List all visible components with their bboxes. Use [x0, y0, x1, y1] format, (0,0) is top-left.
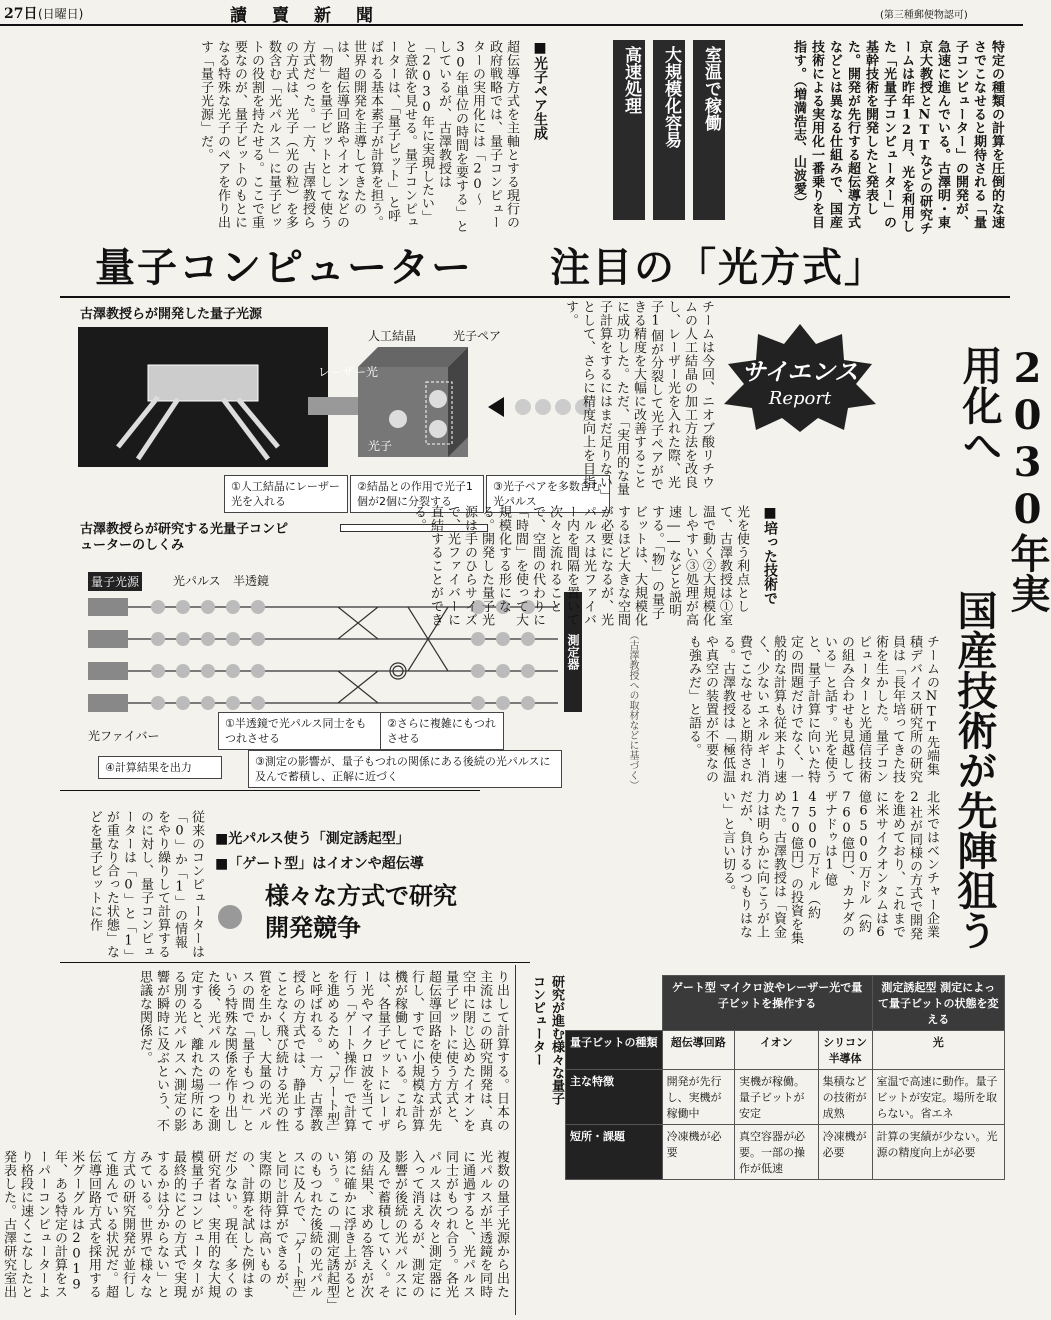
table-kind-light: 光 — [872, 1031, 1005, 1070]
pair-label: 光子ペア — [453, 329, 502, 343]
figure-quantum-light-source — [78, 303, 618, 513]
crystal-diagram — [318, 327, 608, 467]
bullet-3: 高速処理 — [621, 46, 641, 114]
column-divider — [515, 965, 516, 1315]
figure1-step-1: ①人工結晶にレーザー光を入れる — [224, 475, 348, 513]
section2-col2b — [790, 445, 940, 630]
table-issue-ion: 真空容器が必要。一部の操作が低速 — [734, 1125, 818, 1180]
section2-col1: チームは今回、ニオブ酸リチウムの人工結晶の加工方法を改良し、レーザー光を入れた際、光子1個が分裂して光子ペアができる精度を大幅に改善することに成功した。ただ、「実用的な量子計算をするにはまだ足りない」として、さらに精度向上を目指す。 — [563, 300, 714, 496]
table-group-measure: 測定誘起型 測定によって量子ビットの状態を変える — [872, 976, 1005, 1031]
table-blank-head — [566, 976, 663, 1031]
fiber-label: 光ファイバー — [88, 729, 160, 743]
bullet-box-1 — [693, 40, 725, 220]
section4-body: り出して計算する。日本の主流はこの研究開発は、真空中に閉じ込めたイオンを量子ビットに使う方式と、超伝導回路を使う方式が先行し、すでに小規模な計算機が稼働している。これらは、各量子ビットにレーザー光やマイクロ波を当てて行う「ゲート操作」で計算を進めるため、「ゲート型」と呼ばれる。一方、古澤教授らの方式では、静止することなく飛び続ける光の性質を生かし、大量の光パルスの間で「量子もつれ」という特殊な関係を作り出した後、光パルスの一つを測定すると、離れた場所にある別の光パルスへ測定の影響が瞬時に及ぶという、不思議な関係だ。 — [137, 970, 509, 1139]
pulse-label: 光パルス — [173, 574, 221, 588]
source-label: 量子光源 — [88, 572, 142, 591]
section1-heading: ■光子ペア生成 — [532, 40, 548, 140]
side-headline-2: 国産技術が先陣狙う — [951, 590, 998, 950]
bullet-box-3 — [613, 40, 645, 220]
crystal-label: 人工結晶 — [368, 329, 417, 343]
figure2-title: 古澤教授らが研究する光量子コンピューターのしくみ — [80, 522, 289, 553]
table-group-gate: ゲート型 マイクロ波やレーザー光で量子ビットを操作する — [662, 976, 872, 1031]
lower-rule — [60, 962, 530, 963]
lead-text: 特定の種類の計算を圧倒的な速さでこなせると期待される「量子コンピューター」の開発が、急速に進んでいる。古澤明・東京大教授とNTTなどの研究チームは昨年12月、光を利用した「光量子コンピューター」の基幹技術を開発したと発表した。開発が先行する超伝導方式などとは異なる仕組みで、国産技術による実用化一番乗りを目指す。（増満浩志、山波愛） — [791, 40, 1004, 235]
bullet-1: 室温で稼働 — [701, 46, 721, 131]
figure2-step-2: ②さらに複雑にもつれさせる — [380, 712, 504, 750]
page-header — [0, 0, 1023, 26]
laser-label: レーザー光 — [318, 365, 379, 379]
section1-body: 超伝導方式を主軸とする現行の政府戦略では、量子コンピューターの実用化には「20～30年単位の時間を要する」としているが、古澤教授は「2030年に実現したい」と意欲を見せる。量子コンピューターは、「量子ビット」と呼ばれる基本素子が計算を担う。世界の開発を主導してきたのは、超伝導回路やイオンなどの「物」を量子ビットとして使う方式だった。一方、古澤教授らの方式は、光子（光の粒）を多数含む「光パルス」に量子ビットの役割を持たせる。ここで重要なのが、量子ビットのもとになる特殊な光子のペアを作り出す「量子光源」だ。 — [198, 40, 519, 233]
section2-heading: ■培った技術で — [762, 505, 778, 605]
side-headline-1: 2030年実用化へ — [956, 345, 1051, 613]
headline-attention: 注目の「光方式」 — [550, 245, 886, 291]
table-rowhead-feature: 主な特徴 — [566, 1070, 663, 1125]
figure1-step-3: ③光子ペアを多数含む光パルス — [486, 475, 610, 513]
mirror-label: 半透鏡 — [233, 574, 270, 588]
table-issue-sc: 冷凍機が必要 — [662, 1125, 734, 1180]
section5-body: 複数の量子光源から出た光パルスが半透鏡を同時に通過すると、光パルス同士がもつれ合う。各光パルスは次々と測定器に入って消えるが、測定の影響が後続の光パルスに及んで蓄積していく。その結果、求める答えが次第に確かに浮き上がるという。この「測定誘起型」のもつれた後続の光パルスに及んで、「ゲート型」と同じ計算ができるが、実際の期待は高いものの、計算を試した例はまだ少ない。現在、多くの研究者は、実用的な大規模量子コンピューターが最終的にどの方式で実現するかは分からない」とみている。世界で様々な方式の研究開発が並行して進んでいる状況だ。超伝導回路方式を採用する米グーグルは2019年、ある特定の計算をスーパーコンピューターより格段に速くこなしたと発表した。古澤研究室出 — [1, 1150, 509, 1306]
table-issue-light: 計算の実績が少ない。光源の精度向上が必要 — [872, 1125, 1005, 1180]
edition-note: (第三種郵便物認可) — [880, 10, 968, 21]
table-kind-si: シリコン半導体 — [818, 1031, 872, 1070]
figure2-step-4: ④計算結果を出力 — [98, 756, 222, 779]
table-rowhead-kind: 量子ビットの種類 — [566, 1031, 663, 1070]
section5-body-right — [520, 1125, 1005, 1310]
figure1-title: 古澤教授らが開発した量子光源 — [80, 307, 263, 322]
table-feature-sc: 開発が先行し、実機が稼働中 — [662, 1070, 734, 1125]
table-issue-si: 冷凍機が必要 — [818, 1125, 872, 1180]
figure2-step-1: ①半透鏡で光パルス同士をもつれさせる — [218, 712, 382, 750]
table-kind-ion: イオン — [734, 1031, 818, 1070]
newspaper-name: 讀 賣 新 聞 — [230, 6, 377, 26]
headline-rule — [60, 296, 1010, 298]
figure1-step-2: ②結晶との作用で光子1個が2個に分裂する — [350, 475, 484, 513]
section3-bullet-1: ■光パルス使う「測定誘起型」 — [215, 831, 410, 847]
top-bullets — [610, 40, 725, 240]
weekday: (日曜日) — [38, 7, 84, 21]
table-feature-si: 集積などの技術が成熟 — [818, 1070, 872, 1125]
section2-col2: 光を使う利点として、古澤教授は①室温で動く②大規模化しやすい③処理が高速――などと説明する。「物」の量子ビットは、大規模化するほど大きな空間が必要になるが、光パルスは光ファイバー内を間隔を置いて次々と流れることで、空間の代わりに「時間」を使って大規模化する形になる。開発した量子光源は手のひらサイズで、光ファイバーに直結することができる。 — [411, 505, 749, 627]
figure2-credit: （古澤教授への取材などに基づく） — [627, 630, 638, 790]
section3-bullet-2: ■「ゲート型」はイオンや超伝導 — [215, 856, 424, 872]
table-title: 研究が進む様々な量子コンピューター — [530, 975, 564, 1105]
science-report-logo — [720, 322, 880, 432]
mid-rule — [60, 790, 480, 791]
table-feature-ion: 実機が稼働。量子ビットが安定 — [734, 1070, 818, 1125]
headline-main: 量子コンピューター — [95, 245, 473, 291]
report-title: サイエンス — [741, 358, 859, 386]
section3-subhead-text: 様々な方式で研究開発競争 — [265, 882, 457, 942]
date: 27日 — [4, 6, 38, 22]
bullet-box-2 — [653, 40, 685, 220]
report-sub: Report — [768, 388, 832, 409]
section2-col3: チームのNTT先端集積デバイス研究所の研究員は「長年培ってきた技術を生かした。量子コンピューターと光通信技術の組み合わせも見越している」と話す。光を使うと、量子計算に向いた特定の問題だけでなく、一般的な計算も従来より速く、少ないエネルギー消費でこなせると期待される。古澤教授は「極低温や真空の装置が不要なのも強みだ」と語る。 — [686, 635, 939, 784]
table-kind-sc: 超伝導回路 — [662, 1031, 734, 1070]
figure2-step-3: ③測定の影響が、量子もつれの関係にある後続の光パルスに及んで蓄積し、正解に近づく — [248, 750, 562, 788]
headline — [95, 232, 995, 292]
sphere-icon — [215, 902, 245, 932]
section2-col4: 北米ではベンチャー企業2社が同様の方式で開発を進めており、これまでに米サイクオンタムは6億6500万ドル（約760億円）、カナダのザナドゥは1億4500万ドル（約170億円）の投資を集めた。古澤教授は「資金力は明らかに向こうが上だが、負けるつもりはない」と言い切る。 — [720, 790, 939, 945]
photon-label: 光子 — [368, 439, 393, 453]
section3-body: 従来のコンピューターは「0」か「1」の情報をやり繰りして計算するのに対し、量子コンピューターは「0」と「1」が重なり合った状態」などを量子ビットに作 — [87, 810, 204, 959]
table-feature-light: 室温で高速に動作。量子ビットが安定。場所を取らない。省エネ — [872, 1070, 1005, 1125]
device-photo — [78, 327, 328, 467]
measure-label: 測定器 — [564, 592, 582, 712]
bullet-2: 大規模化容易 — [661, 46, 681, 148]
table-rowhead-issue: 短所・課題 — [566, 1125, 663, 1180]
